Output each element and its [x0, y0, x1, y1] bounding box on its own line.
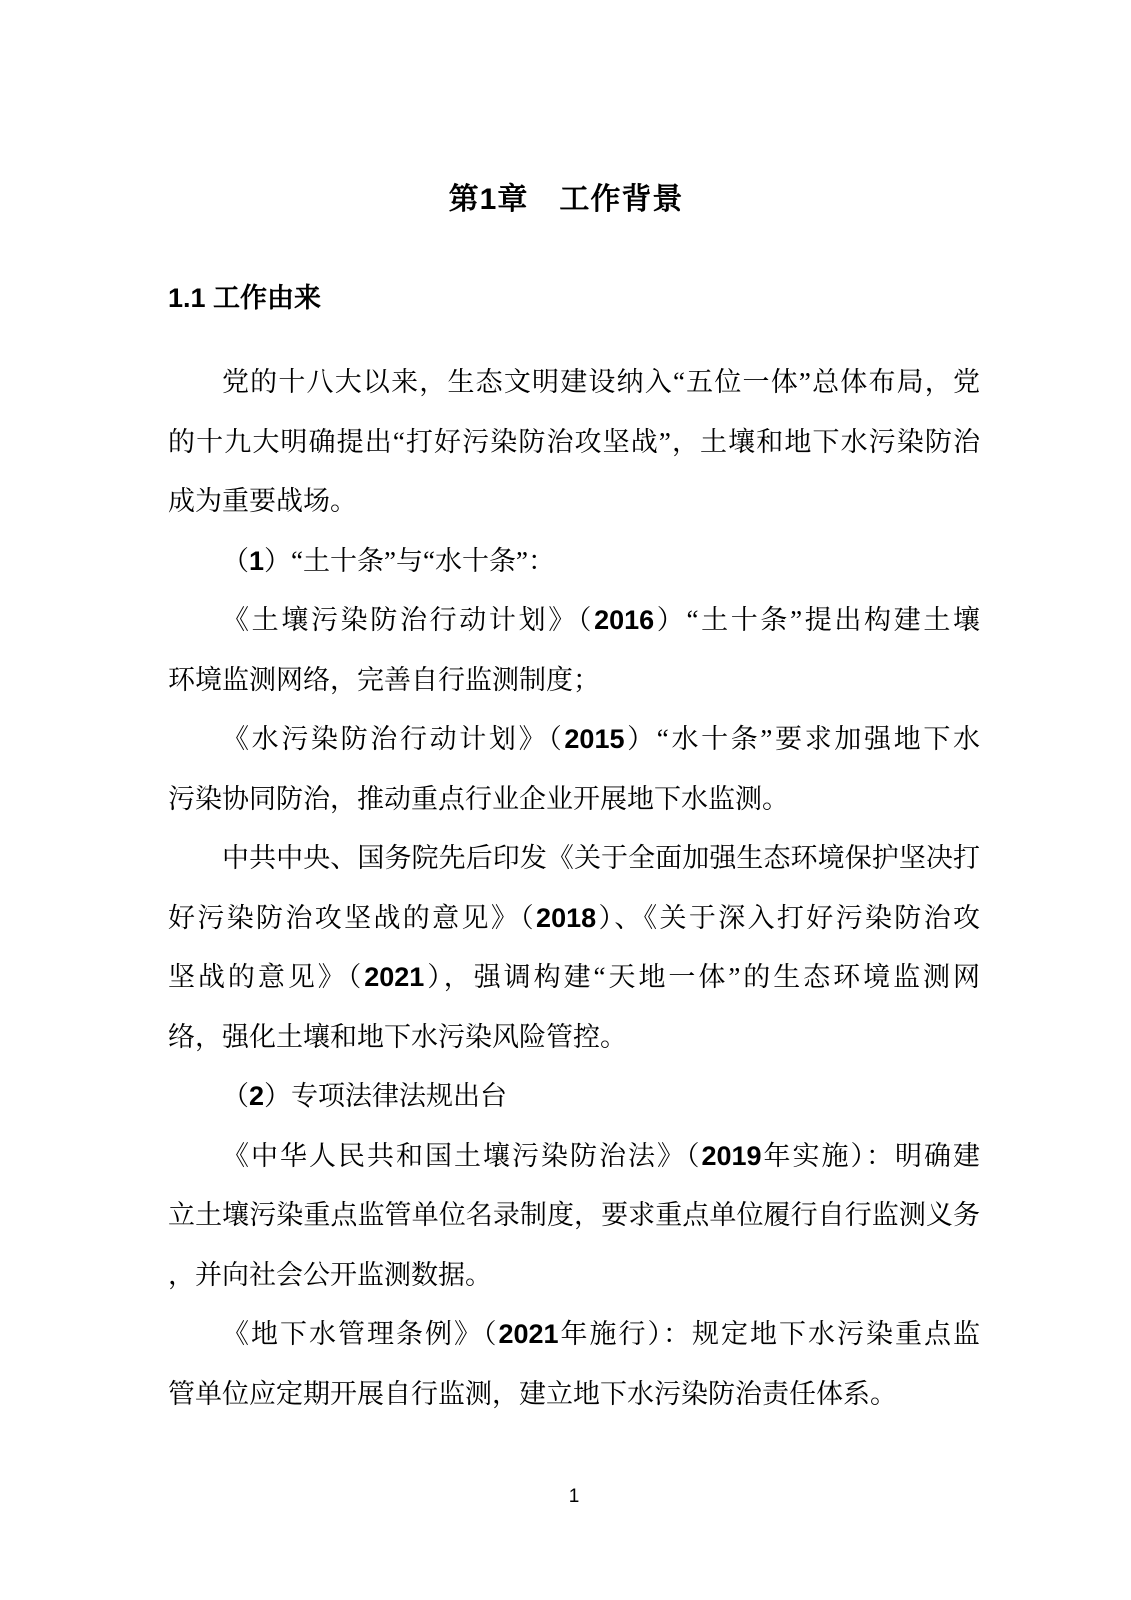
body-line: 管单位应定期开展自行监测，建立地下水污染防治责任体系。 [168, 1378, 897, 1409]
body-text [168, 353, 980, 1424]
body-line: （1）“土十条”与“水十条”： [222, 545, 555, 576]
body-line: 《地下水管理条例》（2021年施行）：规定地下水污染重点监 [222, 1319, 980, 1349]
body-line: 污染协同防治，推动重点行业企业开展地下水监测。 [168, 783, 789, 814]
section-heading: 1.1 工作由来 [168, 283, 322, 313]
page-number: 1 [568, 1486, 580, 1507]
body-line: 坚战的意见》（2021），强调构建“天地一体”的生态环境监测网 [168, 962, 980, 992]
body-line: 立土壤污染重点监管单位名录制度，要求重点单位履行自行监测义务 [168, 1200, 980, 1230]
body-line: （2）专项法律法规出台 [222, 1081, 508, 1111]
body-line: 中共中央、国务院先后印发《关于全面加强生态环境保护坚决打 [222, 843, 980, 873]
body-line: 络，强化土壤和地下水污染风险管控。 [168, 1021, 627, 1052]
body-line: 党的十八大以来，生态文明建设纳入“五位一体”总体布局，党 [222, 367, 980, 397]
chapter-title: 第1章 工作背景 [448, 183, 684, 216]
body-line: ，并向社会公开监测数据。 [168, 1259, 492, 1290]
body-line: 好污染防治攻坚战的意见》（2018）、《关于深入打好污染防治攻 [168, 902, 980, 933]
body-line: 《土壤污染防治行动计划》（2016）“土十条”提出构建土壤 [222, 605, 980, 635]
body-line: 《中华人民共和国土壤污染防治法》（2019年实施）：明确建 [222, 1140, 980, 1171]
body-line: 的十九大明确提出“打好污染防治攻坚战”，土壤和地下水污染防治 [168, 426, 980, 457]
body-line: 《水污染防治行动计划》（2015）“水十条”要求加强地下水 [222, 724, 980, 754]
body-line: 成为重要战场。 [168, 486, 357, 516]
body-line: 环境监测网络，完善自行监测制度； [168, 664, 600, 695]
